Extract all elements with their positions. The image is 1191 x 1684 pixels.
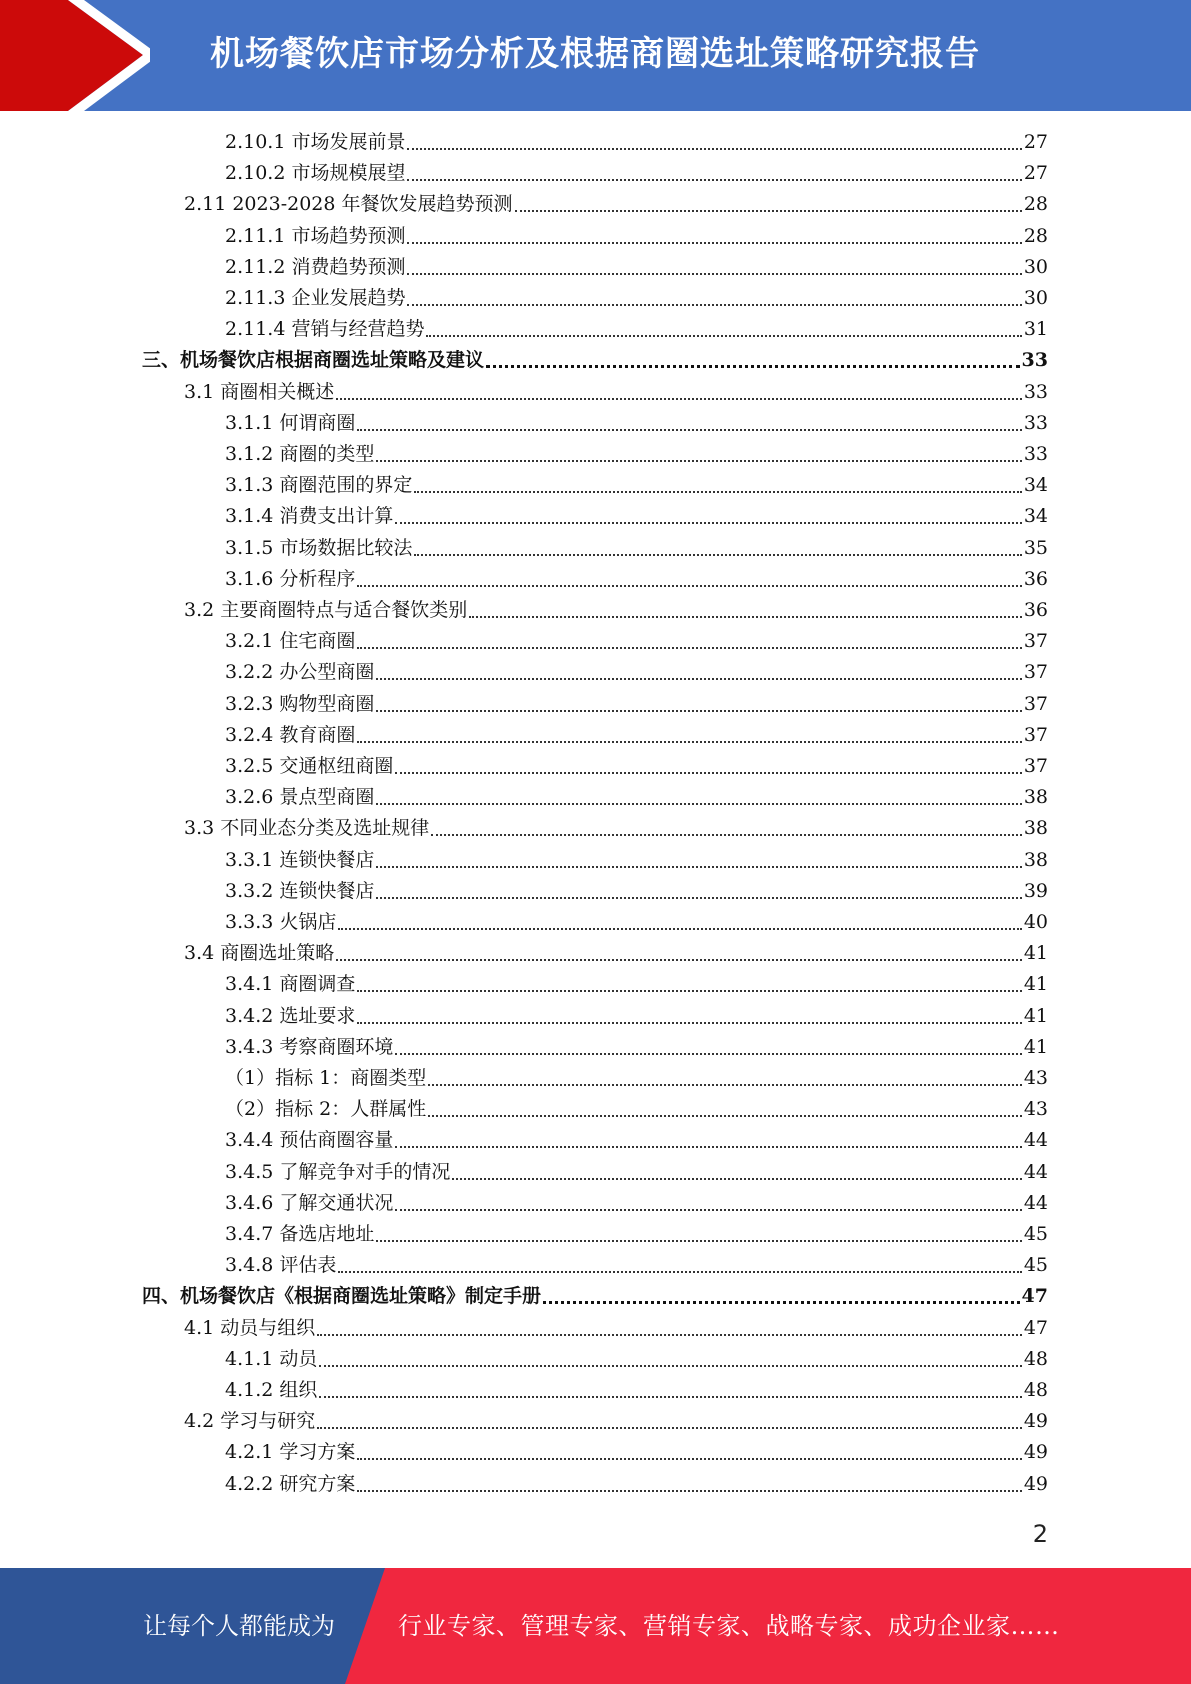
toc-entry-page: 47: [1023, 1316, 1048, 1339]
page-header: [0, 0, 1191, 111]
toc-entry[interactable]: [225, 127, 1048, 158]
toc-entry-page: 45: [1023, 1254, 1048, 1277]
toc-entry[interactable]: [225, 1375, 1048, 1406]
toc-entry-title: 3.4.1 商圈调查: [225, 973, 356, 996]
toc-entry[interactable]: [225, 501, 1048, 532]
toc-dot-leader: [469, 595, 1022, 626]
toc-dot-leader: [376, 782, 1021, 813]
footer-slogan-left: 让每个人都能成为: [143, 1612, 335, 1640]
toc-entry-page: 38: [1023, 848, 1048, 871]
toc-entry-page: 49: [1023, 1410, 1048, 1433]
toc-dot-leader: [414, 533, 1021, 564]
toc-dot-leader: [376, 439, 1021, 470]
toc-dot-leader: [338, 1250, 1021, 1281]
toc-entry-page: 41: [1023, 1035, 1048, 1058]
toc-entry[interactable]: [184, 1406, 1048, 1437]
toc-entry-title: 2.11.2 消费趋势预测: [225, 255, 406, 278]
toc-entry-title: 4.1.2 组织: [225, 1379, 318, 1401]
toc-entry-title: 3.1.2 商圈的类型: [225, 443, 375, 465]
toc-entry-page: 41: [1023, 942, 1048, 965]
toc-entry-page: 49: [1023, 1472, 1048, 1495]
toc-dot-leader: [452, 1157, 1021, 1188]
toc-entry-title: 3.2.6 景点型商圈: [225, 786, 375, 809]
toc-entry-page: 44: [1023, 1160, 1048, 1183]
toc-dot-leader: [407, 221, 1021, 252]
toc-entry-page: 40: [1023, 911, 1048, 933]
toc-dot-leader: [357, 969, 1021, 1000]
toc-dot-leader: [319, 1375, 1021, 1406]
toc-entry-page: 37: [1023, 692, 1048, 715]
toc-dot-leader: [317, 1406, 1022, 1437]
toc-entry[interactable]: [225, 1001, 1048, 1032]
toc-entry-title: 3.1 商圈相关概述: [184, 380, 335, 403]
toc-dot-leader: [428, 1063, 1022, 1094]
toc-entry-title: 四、机场餐饮店《根据商圈选址策略》制定手册: [142, 1285, 542, 1308]
toc-dot-leader: [407, 127, 1021, 158]
toc-entry-title: 3.2.4 教育商圈: [225, 723, 356, 746]
toc-dot-leader: [486, 345, 1020, 376]
toc-entry[interactable]: [225, 1188, 1048, 1219]
toc-entry[interactable]: [225, 969, 1048, 1000]
toc-entry-title: 三、机场餐饮店根据商圈选址策略及建议: [142, 349, 485, 372]
toc-entry-page: 36: [1023, 567, 1048, 590]
toc-entry-title: 4.2.1 学习方案: [225, 1441, 356, 1464]
toc-entry-title: 3.1.3 商圈范围的界定: [225, 474, 413, 497]
toc-entry-page: 33: [1023, 443, 1048, 465]
toc-entry[interactable]: [225, 720, 1048, 751]
toc-entry-title: 3.2.1 住宅商圈: [225, 630, 356, 653]
toc-dot-leader: [357, 1437, 1021, 1468]
toc-dot-leader: [428, 1094, 1022, 1125]
toc-entry[interactable]: [184, 938, 1048, 969]
toc-entry[interactable]: [225, 1219, 1048, 1250]
toc-entry[interactable]: [184, 595, 1048, 626]
toc-entry-page: 35: [1023, 536, 1048, 559]
toc-entry[interactable]: [225, 876, 1048, 907]
toc-dot-leader: [407, 283, 1021, 314]
toc-dot-leader: [414, 470, 1021, 501]
toc-entry[interactable]: [225, 564, 1048, 595]
toc-entry-page: 41: [1023, 973, 1048, 996]
toc-entry[interactable]: [184, 189, 1048, 220]
toc-entry-title: 3.4.8 评估表: [225, 1254, 337, 1277]
toc-entry-title: 3.4.7 备选店地址: [225, 1223, 375, 1245]
toc-entry[interactable]: [225, 751, 1048, 782]
toc-entry[interactable]: [225, 1125, 1048, 1156]
toc-entry-page: 31: [1023, 318, 1048, 341]
toc-entry[interactable]: [225, 1094, 1048, 1125]
toc-entry-title: 2.11 2023-2028 年餐饮发展趋势预测: [184, 193, 513, 216]
toc-dot-leader: [357, 1001, 1021, 1032]
toc-entry-title: 3.1.4 消费支出计算: [225, 505, 394, 528]
toc-entry-page: 38: [1023, 817, 1048, 840]
toc-dot-leader: [319, 1344, 1021, 1375]
toc-entry[interactable]: [225, 314, 1048, 345]
toc-entry-page: 43: [1023, 1098, 1048, 1121]
toc-entry-title: 3.1.6 分析程序: [225, 567, 356, 590]
toc-entry-page: 48: [1023, 1347, 1048, 1370]
toc-entry[interactable]: [225, 408, 1048, 439]
toc-entry-title: 2.10.2 市场规模展望: [225, 162, 406, 185]
toc-dot-leader: [336, 938, 1022, 969]
toc-entry-title: 3.4.4 预估商圈容量: [225, 1129, 394, 1152]
toc-entry-title: 3.1.5 市场数据比较法: [225, 536, 413, 559]
toc-entry[interactable]: [184, 1313, 1048, 1344]
toc-entry-page: 33: [1023, 411, 1048, 434]
toc-entry-title: 3.2.3 购物型商圈: [225, 692, 375, 715]
toc-entry[interactable]: [142, 345, 1048, 376]
toc-entry[interactable]: [225, 221, 1048, 252]
toc-dot-leader: [395, 501, 1021, 532]
toc-entry[interactable]: [225, 283, 1048, 314]
toc-entry-page: 47: [1021, 1285, 1048, 1308]
toc-entry-title: 2.10.1 市场发展前景: [225, 131, 406, 153]
toc-entry-title: 3.2.5 交通枢纽商圈: [225, 755, 394, 777]
toc-dot-leader: [395, 1032, 1021, 1063]
toc-dot-leader: [357, 408, 1021, 439]
page-number: 2: [1032, 1520, 1048, 1548]
toc-entry-title: （2）指标 2：人群属性: [225, 1098, 427, 1121]
toc-entry-title: 3.4.6 了解交通状况: [225, 1191, 394, 1214]
toc-entry-title: 4.1 动员与组织: [184, 1316, 316, 1339]
toc-dot-leader: [395, 1188, 1021, 1219]
toc-entry-page: 37: [1023, 661, 1048, 684]
toc-entry-page: 41: [1023, 1004, 1048, 1027]
toc-entry-page: 45: [1023, 1223, 1048, 1245]
page-footer: [0, 1568, 1191, 1684]
toc-entry-title: 3.3 不同业态分类及选址规律: [184, 817, 430, 840]
toc-dot-leader: [357, 1469, 1021, 1500]
toc-entry-title: 3.4.2 选址要求: [225, 1004, 356, 1027]
toc-entry-page: 33: [1023, 380, 1048, 403]
toc-dot-leader: [395, 751, 1021, 782]
toc-entry-title: 3.3.2 连锁快餐店: [225, 879, 375, 902]
toc-entry[interactable]: [225, 1250, 1048, 1281]
toc-dot-leader: [357, 564, 1021, 595]
toc-dot-leader: [376, 876, 1021, 907]
toc-entry-page: 34: [1023, 505, 1048, 528]
toc-entry-title: 4.1.1 动员: [225, 1347, 318, 1370]
toc-entry-page: 37: [1023, 630, 1048, 653]
toc-entry-page: 28: [1023, 193, 1048, 216]
toc-entry-title: 2.11.1 市场趋势预测: [225, 224, 406, 247]
toc-dot-leader: [407, 252, 1021, 283]
toc-dot-leader: [376, 1219, 1021, 1250]
toc-entry-title: 3.4.3 考察商圈环境: [225, 1035, 394, 1058]
header-arrow-graphic: [0, 0, 150, 111]
toc-entry[interactable]: [225, 689, 1048, 720]
toc-entry[interactable]: [225, 1469, 1048, 1500]
toc-entry[interactable]: [225, 1157, 1048, 1188]
toc-entry[interactable]: [225, 626, 1048, 657]
toc-entry-page: 27: [1023, 162, 1048, 185]
toc-dot-leader: [543, 1281, 1020, 1312]
footer-slogan-right: 行业专家、管理专家、营销专家、战略专家、成功企业家……: [398, 1612, 1060, 1640]
toc-entry-title: 4.2.2 研究方案: [225, 1472, 356, 1495]
toc-dot-leader: [338, 907, 1021, 938]
toc-entry-page: 44: [1023, 1129, 1048, 1152]
toc-entry-page: 37: [1023, 723, 1048, 746]
toc-entry-page: 43: [1023, 1067, 1048, 1089]
toc-entry-title: 3.2 主要商圈特点与适合餐饮类别: [184, 599, 468, 621]
toc-entry-page: 49: [1023, 1441, 1048, 1464]
toc-entry[interactable]: [225, 1344, 1048, 1375]
toc-entry-title: 2.11.4 营销与经营趋势: [225, 318, 425, 341]
toc-entry-page: 36: [1023, 599, 1048, 621]
toc-entry-page: 28: [1023, 224, 1048, 247]
toc-entry[interactable]: [225, 1032, 1048, 1063]
toc-entry-page: 30: [1023, 287, 1048, 309]
toc-entry-title: 3.3.3 火锅店: [225, 911, 337, 933]
toc-dot-leader: [407, 158, 1021, 189]
toc-dot-leader: [515, 189, 1022, 220]
toc-entry-title: 2.11.3 企业发展趋势: [225, 287, 406, 309]
toc-entry-title: 3.1.1 何谓商圈: [225, 411, 356, 434]
report-title: 机场餐饮店市场分析及根据商圈选址策略研究报告: [210, 34, 980, 74]
toc-entry-title: 3.4 商圈选址策略: [184, 942, 335, 965]
toc-dot-leader: [336, 377, 1022, 408]
toc-entry-title: 4.2 学习与研究: [184, 1410, 316, 1433]
toc-dot-leader: [357, 720, 1021, 751]
toc-entry-page: 33: [1021, 349, 1048, 372]
toc-entry[interactable]: [184, 377, 1048, 408]
toc-entry[interactable]: [225, 439, 1048, 470]
toc-entry-page: 39: [1023, 879, 1048, 902]
toc-dot-leader: [431, 813, 1022, 844]
toc-entry[interactable]: [225, 533, 1048, 564]
toc-entry[interactable]: [225, 1063, 1048, 1094]
toc-entry[interactable]: [225, 470, 1048, 501]
toc-entry[interactable]: [184, 813, 1048, 844]
toc-entry[interactable]: [225, 657, 1048, 688]
toc-dot-leader: [376, 845, 1021, 876]
toc-entry-page: 44: [1023, 1191, 1048, 1214]
toc-entry[interactable]: [225, 158, 1048, 189]
toc-dot-leader: [395, 1125, 1021, 1156]
toc-entry[interactable]: [225, 845, 1048, 876]
toc-entry-title: 3.4.5 了解竞争对手的情况: [225, 1160, 451, 1183]
toc-entry-page: 38: [1023, 786, 1048, 809]
toc-dot-leader: [426, 314, 1021, 345]
toc-dot-leader: [376, 657, 1021, 688]
toc-entry-title: 3.2.2 办公型商圈: [225, 661, 375, 684]
toc-entry-page: 27: [1023, 131, 1048, 153]
toc-entry[interactable]: [225, 782, 1048, 813]
toc-entry-page: 34: [1023, 474, 1048, 497]
toc-entry-page: 48: [1023, 1379, 1048, 1401]
toc-dot-leader: [357, 626, 1021, 657]
toc-entry-title: （1）指标 1：商圈类型: [225, 1067, 427, 1089]
toc-entry[interactable]: [225, 1437, 1048, 1468]
toc-dot-leader: [317, 1313, 1022, 1344]
toc-entry-title: 3.3.1 连锁快餐店: [225, 848, 375, 871]
toc-entry[interactable]: [225, 252, 1048, 283]
toc-dot-leader: [376, 689, 1021, 720]
toc-entry-page: 37: [1023, 755, 1048, 777]
toc-entry[interactable]: [142, 1281, 1048, 1312]
toc-entry[interactable]: [225, 907, 1048, 938]
toc-entry-page: 30: [1023, 255, 1048, 278]
